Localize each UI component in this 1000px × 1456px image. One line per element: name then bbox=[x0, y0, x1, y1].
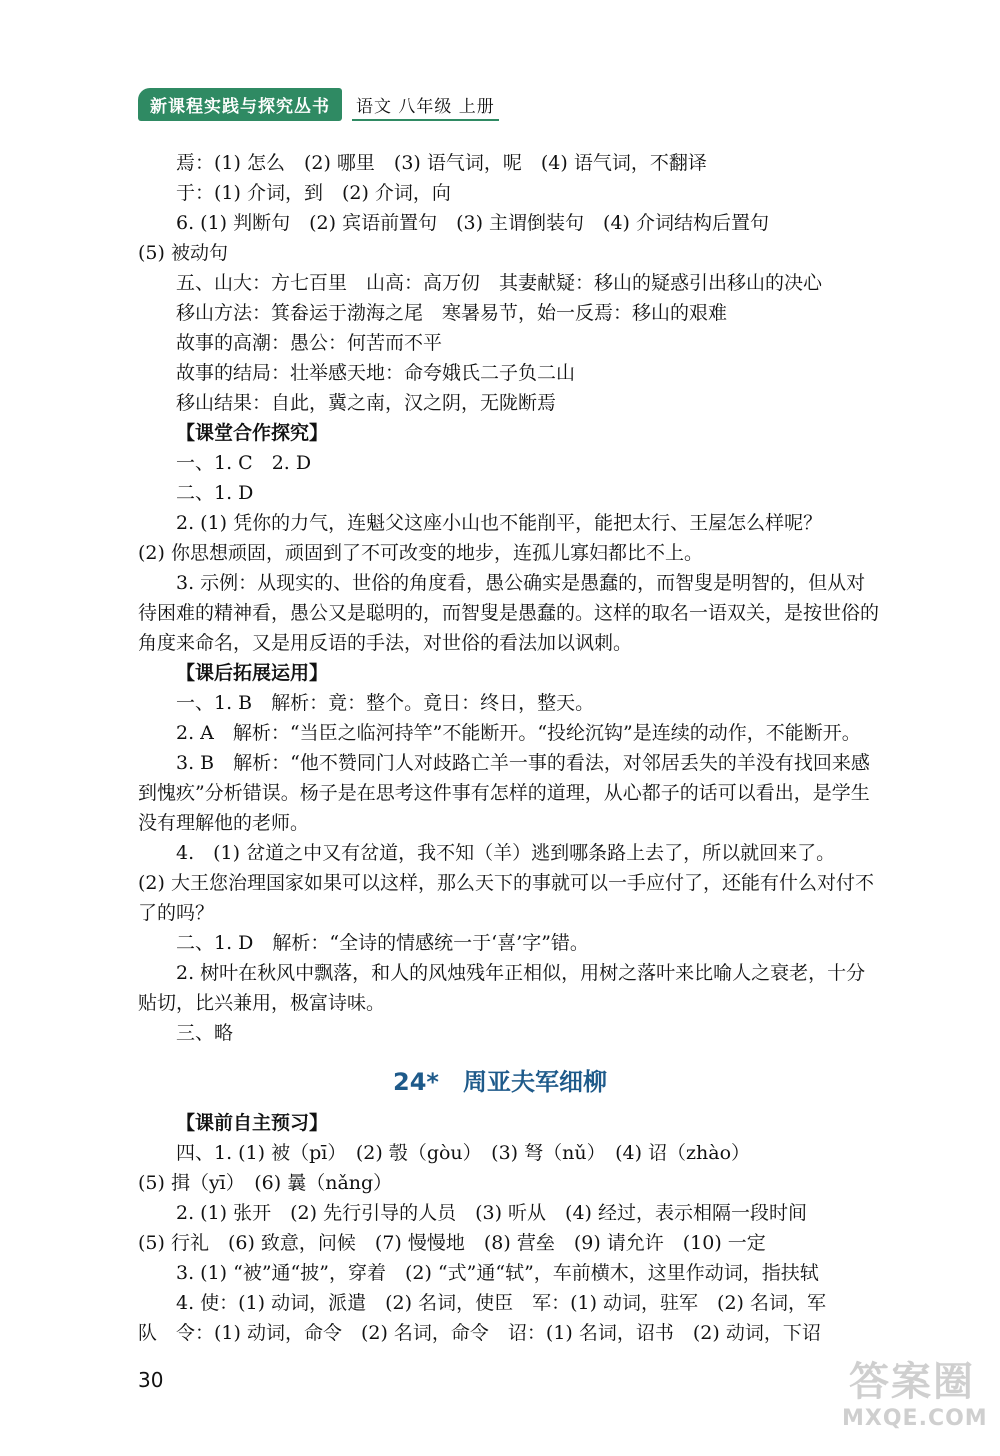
text-line: 2. (1) 凭你的力气，连魁父这座小山也不能削平，能把太行、王屋怎么样呢？ bbox=[176, 512, 823, 534]
text-line: 3. 示例：从现实的、世俗的角度看，愚公确实是愚蠢的，而智叟是明智的，但从对 bbox=[176, 572, 866, 594]
text-line: (2) 大王您治理国家如果可以这样，那么天下的事就可以一手应付了，还能有什么对付不 bbox=[138, 872, 874, 894]
text-line: 6. (1) 判断句 (2) 宾语前置句 (3) 主谓倒装句 (4) 介词结构后置句 bbox=[176, 212, 769, 234]
text-line: 于：(1) 介词，到 (2) 介词，向 bbox=[176, 182, 451, 204]
text-line: 3. B 解析：“他不赞同门人对歧路亡羊一事的看法，对邻居丢失的羊没有找回来感 bbox=[176, 752, 870, 774]
series-badge: 新课程实践与探究丛书 bbox=[138, 88, 342, 121]
text-line: 一、1. C 2. D bbox=[176, 452, 312, 474]
page-header bbox=[138, 88, 499, 121]
text-line: 4. 使：(1) 动词，派遣 (2) 名词，使臣 军：(1) 动词，驻军 (2) 名词，军 bbox=[176, 1292, 826, 1314]
text-line: 二、1. D 解析：“全诗的情感统一于‘喜’字”错。 bbox=[176, 932, 589, 954]
text-line: 五、山大：方七百里 山高：高万仞 其妻献疑：移山的疑惑引出移山的决心 bbox=[176, 272, 823, 294]
section-heading: 【课堂合作探究】 bbox=[176, 422, 329, 444]
watermark-logo-text: 答案圈 bbox=[849, 1359, 975, 1405]
watermark-logo bbox=[842, 1358, 988, 1442]
page-number: 30 bbox=[138, 1368, 164, 1392]
text-line: 2. A 解析：“当臣之临河持竿”不能断开。“投纶沉钩”是连续的动作，不能断开。 bbox=[176, 722, 861, 744]
text-line: 到愧疚”分析错误。杨子是在思考这件事有怎样的道理，从心都子的话可以看出，是学生 bbox=[138, 782, 870, 804]
text-line: 焉：(1) 怎么 (2) 哪里 (3) 语气词，呢 (4) 语气词，不翻译 bbox=[176, 152, 707, 174]
text-line: 4. (1) 岔道之中又有岔道，我不知（羊）逃到哪条路上去了，所以就回来了。 bbox=[176, 842, 836, 864]
text-line: 故事的结局：壮举感天地：命夸娥氏二子负二山 bbox=[176, 362, 576, 384]
text-line: 角度来命名，又是用反语的手法，对世俗的看法加以讽刺。 bbox=[138, 632, 633, 654]
lesson-title: 24* 周亚夫军细柳 bbox=[393, 1068, 607, 1096]
text-line: 了的吗？ bbox=[138, 902, 215, 924]
text-line: 移山结果：自此，冀之南，汉之阴，无陇断焉 bbox=[176, 392, 557, 414]
text-line: (5) 揖（yī） (6) 曩（nǎng） bbox=[138, 1172, 393, 1194]
text-line: 贴切，比兴兼用，极富诗味。 bbox=[138, 992, 386, 1014]
section-heading: 【课后拓展运用】 bbox=[176, 662, 329, 684]
watermark-url: MXQE.COM bbox=[842, 1406, 988, 1431]
text-line: 没有理解他的老师。 bbox=[138, 812, 310, 834]
text-line: 一、1. B 解析：竟：整个。竟日：终日，整天。 bbox=[176, 692, 595, 714]
text-line: 二、1. D bbox=[176, 482, 254, 504]
text-line: 3. (1) “被”通“披”，穿着 (2) “式”通“轼”，车前横木，这里作动词，指扶轼 bbox=[176, 1262, 819, 1284]
text-line: 2. (1) 张开 (2) 先行引导的人员 (3) 听从 (4) 经过，表示相隔一段时间 bbox=[176, 1202, 807, 1224]
subject-label: 语文 八年级 上册 bbox=[352, 92, 499, 121]
text-line: 四、1. (1) 被（pī） (2) 彀（gòu） (3) 弩（nǔ） (4) 诏（zhào） bbox=[176, 1142, 751, 1164]
text-line: (5) 被动句 bbox=[138, 242, 228, 264]
text-line: 2. 树叶在秋风中飘落，和人的风烛残年正相似，用树之落叶来比喻人之衰老，十分 bbox=[176, 962, 866, 984]
text-line: (2) 你思想顽固，顽固到了不可改变的地步，连孤儿寡妇都比不上。 bbox=[138, 542, 703, 564]
section-heading: 【课前自主预习】 bbox=[176, 1112, 329, 1134]
text-line: 移山方法：箕畚运于渤海之尾 寒暑易节，始一反焉：移山的艰难 bbox=[176, 302, 728, 324]
text-line: 故事的高潮：愚公：何苦而不平 bbox=[176, 332, 443, 354]
text-line: 待困难的精神看，愚公又是聪明的，而智叟是愚蠢的。这样的取名一语双关，是按世俗的 bbox=[138, 602, 880, 624]
text-line: 三、略 bbox=[176, 1022, 234, 1044]
text-line: (5) 行礼 (6) 致意，问候 (7) 慢慢地 (8) 营垒 (9) 请允许 (10) 一定 bbox=[138, 1232, 766, 1254]
text-line: 队 令：(1) 动词，命令 (2) 名词，命令 诏：(1) 名词，诏书 (2) 动词，下诏 bbox=[138, 1322, 821, 1344]
